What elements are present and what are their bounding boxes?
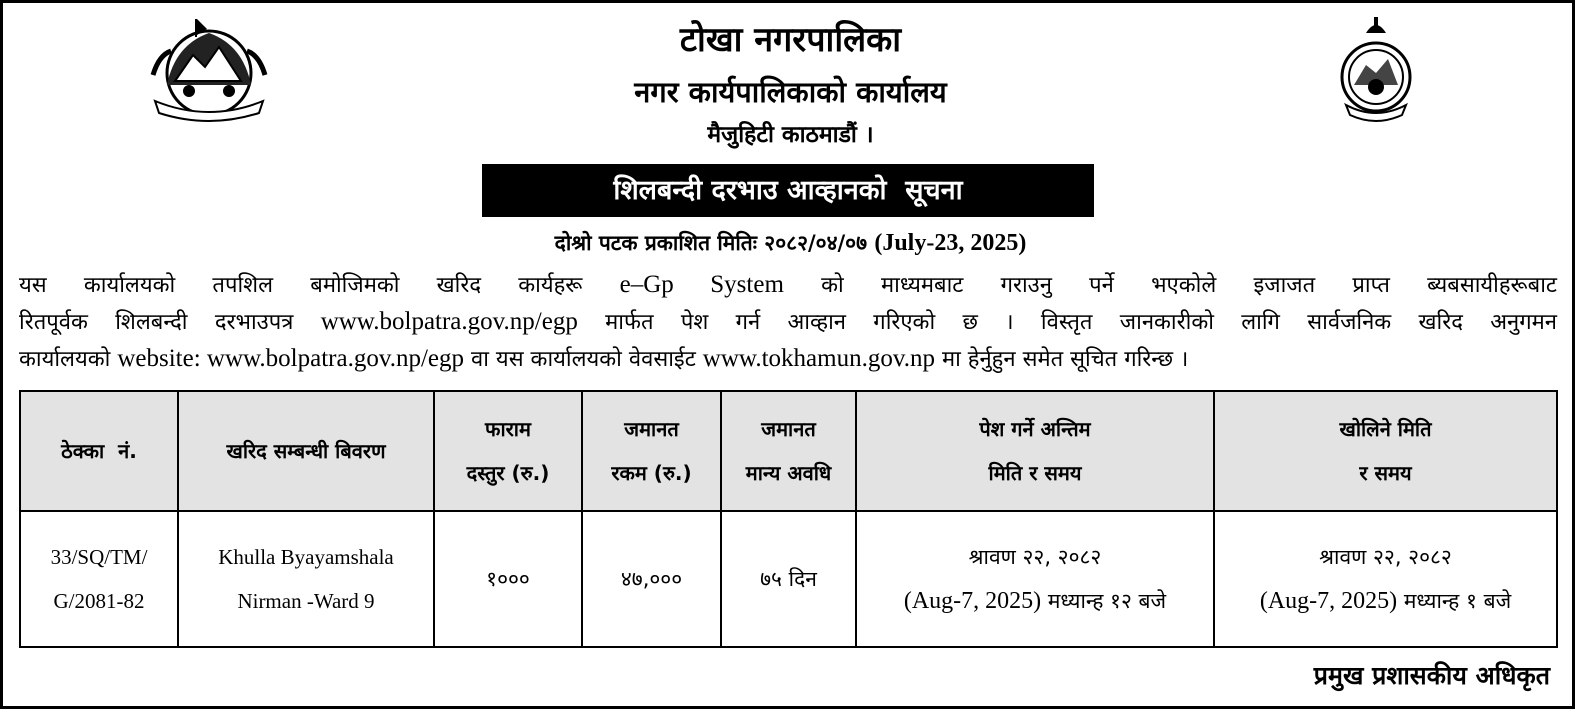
header-submission-date xyxy=(856,391,1214,511)
body-text-segment: कार्यालयको xyxy=(19,347,118,372)
header-text: फाराम xyxy=(485,417,531,441)
cell-guarantee-amount xyxy=(582,511,721,647)
publication-date-en: (July-23, 2025) xyxy=(874,230,1027,256)
cell-text: श्रावण २२, २०८२ xyxy=(1319,545,1452,569)
cell-text: Khulla Byayamshala xyxy=(218,545,394,569)
tokhamun-website-link[interactable]: www.tokhamun.gov.np xyxy=(702,345,935,372)
bolpatra-link[interactable]: www.bolpatra.gov.np/egp xyxy=(320,308,578,335)
notice-title-bar xyxy=(482,164,1094,217)
body-text-segment: यस कार्यालयको तपशिल बमोजिमको खरिद कार्यहरू xyxy=(19,273,620,298)
header-form-fee xyxy=(434,391,582,511)
body-text-segment: मार्फत पेश गर्न आव्हान गरिएको छ । विस्तृत जानकारीको लागि सार्वजनिक खरिद अनुगमन xyxy=(577,310,1557,335)
header-guarantee-validity xyxy=(721,391,856,511)
cell-text: १००० xyxy=(486,567,530,591)
cell-line xyxy=(1219,579,1552,623)
cell-submission-date xyxy=(856,511,1214,647)
body-text-segment: रितपूर्वक शिलबन्दी दरभाउपत्र xyxy=(19,310,321,335)
bolpatra-website-link[interactable]: website: www.bolpatra.gov.np/egp xyxy=(117,345,465,372)
header-text: जमानत xyxy=(761,417,816,441)
cell-text: मध्यान्ह १२ बजे xyxy=(1041,589,1167,613)
header-text: र समय xyxy=(1359,461,1412,485)
body-text-segment: वा यस कार्यालयको वेवसाईट xyxy=(464,347,703,372)
table-row xyxy=(20,511,1557,647)
publication-date-line xyxy=(3,227,1575,259)
cell-description xyxy=(178,511,434,647)
header-text: रकम (रु.) xyxy=(611,461,692,485)
egp-system-text: e–Gp System xyxy=(619,271,784,298)
cell-contract-no xyxy=(20,511,178,647)
tender-table xyxy=(19,390,1558,648)
municipality-name: टोखा नगरपालिका xyxy=(679,20,902,60)
body-text-segment: को माध्यमबाट गराउनु पर्ने भएकोले इजाजत प्राप्त ब्यबसायीहरूबाट xyxy=(783,273,1557,298)
header-description xyxy=(178,391,434,511)
header-text: जमानत xyxy=(624,417,679,441)
body-line-3 xyxy=(19,341,1557,378)
header-guarantee-amount xyxy=(582,391,721,511)
cell-text: मध्यान्ह १ बजे xyxy=(1397,589,1512,613)
cell-text: G/2081-82 xyxy=(53,589,145,613)
header-text: पेश गर्ने अन्तिम xyxy=(979,417,1091,441)
header-text: मिति र समय xyxy=(988,461,1082,485)
cell-text: 33/SQ/TM/ xyxy=(50,545,148,569)
cell-line xyxy=(861,579,1209,623)
header-text: ठेक्का नं. xyxy=(61,439,137,463)
notice-body xyxy=(19,267,1557,378)
header-opening-date xyxy=(1214,391,1557,511)
cell-text: श्रावण २२, २०८२ xyxy=(968,545,1102,569)
cell-form-fee xyxy=(434,511,582,647)
table-header-row xyxy=(20,391,1557,511)
body-text-segment: मा हेर्नुहुन समेत सूचित गरिन्छ । xyxy=(934,347,1189,372)
body-line-2 xyxy=(19,304,1557,341)
notice-title: शिलबन्दी दरभाउ आव्हानको सूचना xyxy=(613,175,963,206)
signature-title: प्रमुख प्रशासकीय अधिकृत xyxy=(1313,661,1550,690)
header-text: खोलिने मिति xyxy=(1339,417,1432,441)
office-location: मैजुहिटी काठमाडौं । xyxy=(707,122,874,148)
body-line-1 xyxy=(19,267,1557,304)
cell-text: ४७,००० xyxy=(620,567,683,591)
cell-text: Nirman -Ward 9 xyxy=(237,589,375,613)
cell-opening-date xyxy=(1214,511,1557,647)
header-contract-no xyxy=(20,391,178,511)
header-text: दस्तुर (रु.) xyxy=(466,461,550,485)
header-text: मान्य अवधि xyxy=(745,461,832,485)
office-name: नगर कार्यपालिकाको कार्यालय xyxy=(634,75,947,109)
header-text: खरिद सम्बन्धी बिवरण xyxy=(226,439,386,463)
publication-label: दोश्रो पटक प्रकाशित मितिः २०८२/०४/०७ xyxy=(554,231,868,255)
cell-text: (Aug-7, 2025) xyxy=(903,588,1042,614)
cell-guarantee-validity xyxy=(721,511,856,647)
cell-text: (Aug-7, 2025) xyxy=(1259,588,1398,614)
cell-text: ७५ दिन xyxy=(760,567,817,591)
